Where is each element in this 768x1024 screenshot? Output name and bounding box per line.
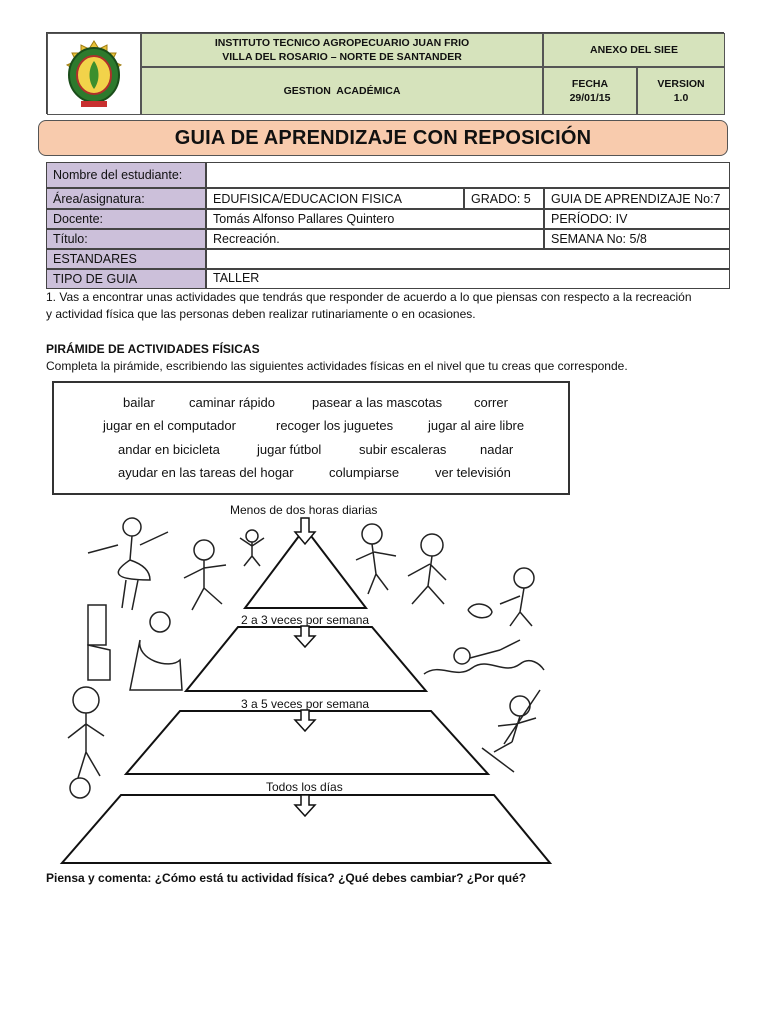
section-instructions: Completa la pirámide, escribiendo las siguientes actividades físicas en el nivel que tu creas que corresponde. — [46, 359, 628, 373]
pyramid-level-4-label: Todos los días — [266, 780, 343, 794]
pyramid-level-1-label: Menos de dos horas diarias — [230, 503, 378, 517]
instruction-line-2: y actividad física que las personas deben realizar rutinariamente o en ocasiones. — [46, 307, 476, 321]
activity-word: correr — [474, 395, 508, 410]
management-label: GESTION ACADÉMICA — [283, 85, 401, 97]
activity-word: andar en bicicleta — [118, 442, 220, 457]
activity-word: caminar rápido — [189, 395, 275, 410]
child-walking-illustration — [356, 524, 396, 594]
child-swinging-illustration — [482, 690, 540, 772]
title-label: Título: — [46, 229, 206, 249]
child-swimming-illustration — [424, 640, 544, 674]
date-label: FECHA — [571, 78, 609, 90]
activity-word: bailar — [123, 395, 155, 410]
name-label: Nombre del estudiante: — [46, 162, 206, 188]
activity-word: ver televisión — [435, 465, 511, 480]
grade-value: GRADO: 5 — [464, 188, 544, 209]
institution-name: INSTITUTO TECNICO AGROPECUARIO JUAN FRIO — [214, 37, 470, 49]
guide-type-value: TALLER — [206, 269, 730, 289]
activity-word: pasear a las mascotas — [312, 395, 443, 410]
activity-word: subir escaleras — [359, 442, 447, 457]
teacher-value: Tomás Alfonso Pallares Quintero — [206, 209, 544, 229]
version-label: VERSION — [657, 78, 705, 90]
pyramid-level-3-label: 3 a 5 veces por semana — [241, 697, 370, 711]
guide-type-label: TIPO DE GUIA — [46, 269, 206, 289]
title-value: Recreación. — [206, 229, 544, 249]
section-title: PIRÁMIDE DE ACTIVIDADES FÍSICAS — [46, 342, 260, 356]
guide-number: GUIA DE APRENDIZAJE No:7 — [544, 188, 730, 209]
institution-location: VILLA DEL ROSARIO – NORTE DE SANTANDER — [222, 51, 462, 63]
week-value: SEMANA No: 5/8 — [544, 229, 730, 249]
closing-question: Piensa y comenta: ¿Cómo está tu actividad física? ¿Qué debes cambiar? ¿Por qué? — [46, 871, 527, 885]
activity-word: recoger los juguetes — [276, 418, 394, 433]
child-with-glasses-illustration — [408, 534, 446, 604]
activity-word: jugar en el computador — [103, 418, 236, 433]
instruction-line-1: 1. Vas a encontrar unas actividades que tendrás que responder de acuerdo a lo que piensas con respecto a la recreación — [46, 290, 692, 304]
teacher-label: Docente: — [46, 209, 206, 229]
standards-label: ESTANDARES — [46, 249, 206, 269]
annex-label: ANEXO DEL SIEE — [590, 44, 678, 56]
child-soccer-illustration — [68, 687, 104, 798]
date-value: 29/01/15 — [569, 92, 611, 104]
child-jumping-illustration — [240, 530, 264, 566]
child-watching-tv-illustration — [88, 605, 182, 690]
activity-word: jugar al aire libre — [428, 418, 525, 433]
period-value: PERÍODO: IV — [544, 209, 730, 229]
page-title: GUIA DE APRENDIZAJE CON REPOSICIÓN — [38, 120, 728, 156]
pyramid-level-2-label: 2 a 3 veces por semana — [241, 613, 370, 627]
activity-word: ayudar en las tareas del hogar — [118, 465, 294, 480]
version-value: 1.0 — [673, 92, 689, 104]
subject-label: Área/asignatura: — [46, 188, 206, 209]
dancer-illustration — [88, 518, 168, 610]
activity-word: nadar — [480, 442, 514, 457]
subject-value: EDUFISICA/EDUCACION FISICA — [206, 188, 464, 209]
child-running-illustration — [184, 540, 226, 610]
girl-with-dog-illustration — [468, 568, 534, 626]
activity-word: jugar fútbol — [257, 442, 322, 457]
activity-word: columpiarse — [329, 465, 400, 480]
